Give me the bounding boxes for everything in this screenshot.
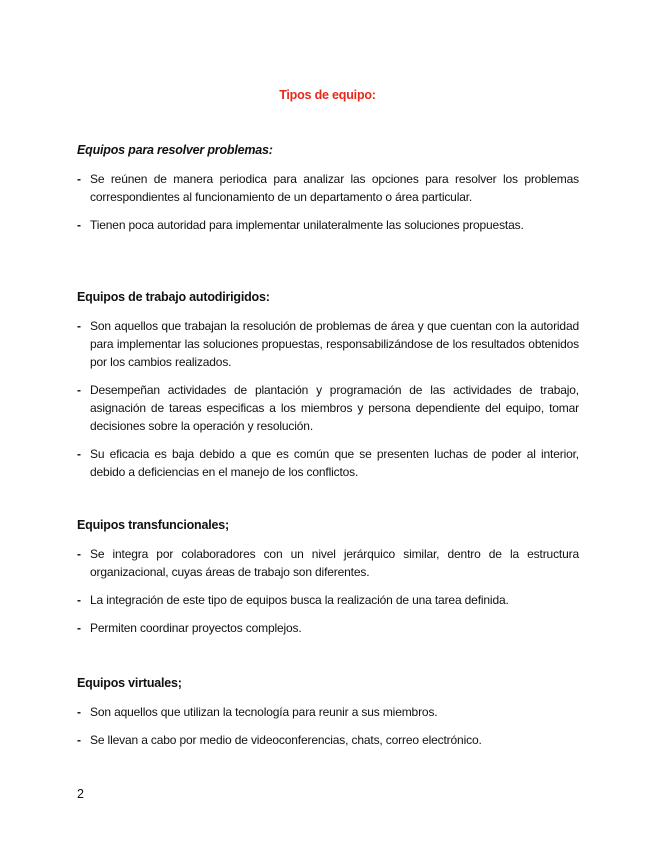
list-item-text: Se reúnen de manera periodica para analizar las opciones para resolver los problemas correspondientes al funcionamiento de un departamento o área particular. (90, 172, 579, 204)
section-heading: Equipos para resolver problemas: (77, 143, 273, 157)
section-autodirigidos (77, 290, 579, 491)
bullet-dash: - (77, 319, 81, 333)
section-resolver-problemas (77, 143, 579, 244)
bullet-dash: - (77, 705, 81, 719)
section-heading: Equipos de trabajo autodirigidos: (77, 290, 270, 304)
list-item-text: Son aquellos que trabajan la resolución de problemas de área y que cuentan con la autoridad para implementar las soluciones propuestas, responsabilizándose de los resultados obtenidos por los cambios realizados. (90, 319, 579, 369)
bullet-list (77, 545, 579, 637)
bullet-dash: - (77, 447, 81, 461)
bullet-dash: - (77, 621, 81, 635)
list-item (77, 170, 579, 206)
list-item-text: Permiten coordinar proyectos complejos. (90, 621, 302, 635)
bullet-dash: - (77, 172, 81, 186)
list-item (77, 703, 579, 721)
list-item-text: Son aquellos que utilizan la tecnología para reunir a sus miembros. (90, 705, 438, 719)
bullet-dash: - (77, 547, 81, 561)
bullet-list (77, 703, 579, 749)
list-item (77, 317, 579, 371)
bullet-list (77, 170, 579, 234)
list-item-text: Se llevan a cabo por medio de videoconferencias, chats, correo electrónico. (90, 733, 482, 747)
list-item (77, 216, 579, 234)
list-item-text: La integración de este tipo de equipos busca la realización de una tarea definida. (90, 593, 509, 607)
list-item (77, 381, 579, 435)
list-item (77, 619, 579, 637)
page-title: Tipos de equipo: (279, 88, 376, 102)
list-item-text: Tienen poca autoridad para implementar unilateralmente las soluciones propuestas. (90, 218, 524, 232)
list-item-text: Su eficacia es baja debido a que es común que se presenten luchas de poder al interior, debido a deficiencias en el manejo de los conflictos. (90, 447, 579, 479)
bullet-dash: - (77, 383, 81, 397)
section-heading: Equipos virtuales; (77, 676, 182, 690)
section-heading: Equipos transfuncionales; (77, 518, 229, 532)
list-item (77, 545, 579, 581)
section-virtuales (77, 676, 579, 759)
list-item-text: Desempeñan actividades de plantación y programación de las actividades de trabajo, asignación de tareas especificas a los miembros y persona dependiente del equipo, tomar decisiones sobre la operación y resolución. (90, 383, 579, 433)
section-transfuncionales (77, 518, 579, 647)
list-item (77, 445, 579, 481)
list-item-text: Se integra por colaboradores con un nivel jerárquico similar, dentro de la estructura organizacional, cuyas áreas de trabajo son diferentes. (90, 547, 579, 579)
page-number: 2 (77, 787, 84, 801)
list-item (77, 731, 579, 749)
bullet-list (77, 317, 579, 481)
bullet-dash: - (77, 218, 81, 232)
bullet-dash: - (77, 593, 81, 607)
bullet-dash: - (77, 733, 81, 747)
list-item (77, 591, 579, 609)
